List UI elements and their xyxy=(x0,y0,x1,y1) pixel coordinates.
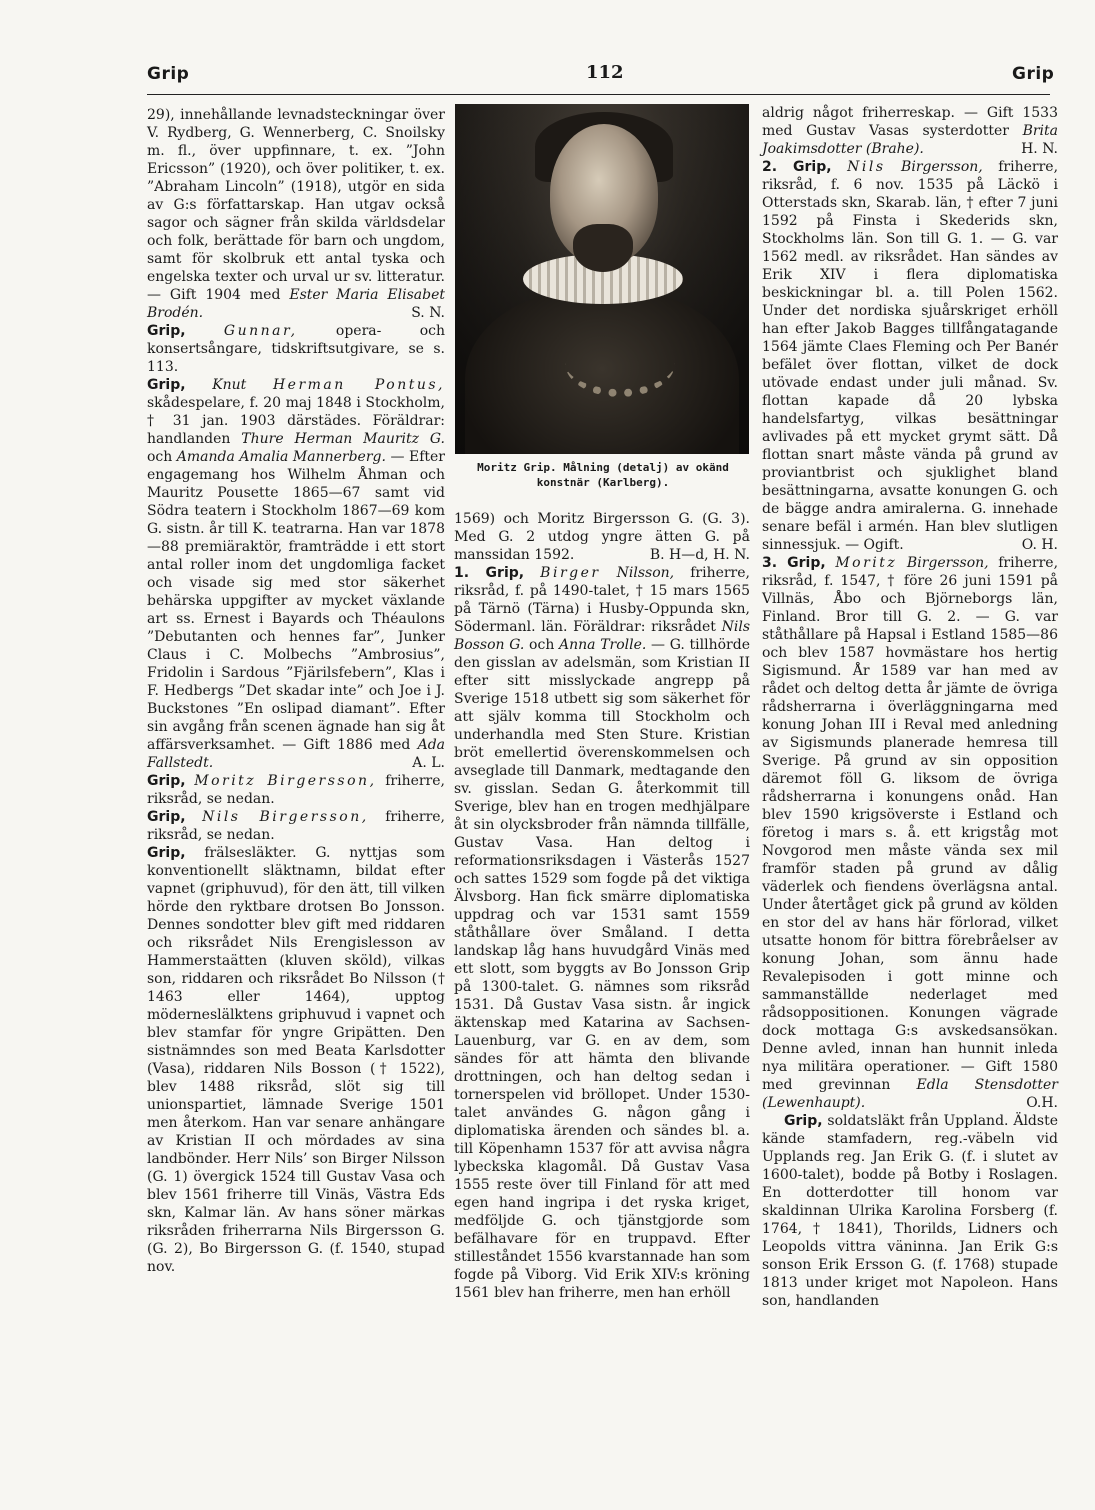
right-column xyxy=(762,104,1058,1310)
header-rule xyxy=(147,94,1050,95)
entry-soldatsläkt: Grip, soldatsläkt från Uppland. Äldste kände stamfadern, reg.-väbeln vid Upplands reg. Jan Erik G. (f. i slutet av 1600-talet), bodde på Botby i Roslagen. En dotterdotter till honom var skaldinnan Ulrika Karolina Forsberg (f. 1764, † 1841), Thorilds, Lidners och Leopolds vittra väninna. Jan Erik G:s sonson Erik Ersson G. (f. 1768) stupade 1813 under kriget mot Napoleon. Hans son, handlanden xyxy=(762,1113,1058,1309)
author-signature: H. N. xyxy=(1021,141,1058,157)
entry-moritz-ref: Grip, Moritz Birgersson, friherre, riksråd, se nedan. xyxy=(147,773,445,807)
entry-headword: Grip, xyxy=(784,1113,823,1129)
running-header-left: Grip xyxy=(147,64,190,84)
entry-headword: 1. Grip, xyxy=(454,565,525,581)
entry-headword: Grip, xyxy=(147,323,186,339)
paragraph: aldrig något friherreskap. — Gift 1533 med Gustav Vasas systerdotter Brita Joakimsdotter (Brahe). H. N. xyxy=(762,105,1058,157)
page-number: 112 xyxy=(586,62,624,83)
entry-headword: Grip, xyxy=(147,809,186,825)
author-signature: O. H. xyxy=(1021,537,1058,553)
portrait-image xyxy=(455,104,749,454)
author-signature: S. N. xyxy=(411,305,445,321)
entry-moritz: 3. Grip, Moritz Birgersson, friherre, riksråd, f. 1547, † före 26 juni 1591 på Villnäs, Åbo och Björneborgs län, Finland. Bror till G. 2. — G. var ståthållare på Hapsal i Estland 1585—86 och blev 1587 hovmästare hos hertig Sigismund. År 1589 var han med av rådet och deltog detta år jämte de övriga rådsherrarna i överläggningarna med konung Johan III i Reval med anledning av Sigismunds planerade hemresa till Sverige. På grund av sin opposition däremot föll G. liksom de övriga rådsherrarna i konungens onåd. Han blev 1590 krigsöverste i Estland och företog i mars s. å. ett krigståg mot Novgorod men måste vända sex mil framför staden på grund av dålig väderlek och fiendens överlägsna antal. Under återtåget gick på grund av kölden en stor del av hans här förlorad, vilket utsatte honom för bittra förebråelser av konung Johan, som ännu hade Revalepisoden i gott minne och sammanställde nederlaget med rådsoppositionen. Konungen vägrade dock mottaga G:s avskedsansökan. Denne avled, innan han hunnit inleda nya militära operationer. — Gift 1580 med grevinnan Edla Stensdotter (Lewenhaupt). O.H. xyxy=(762,555,1059,1111)
figure-caption: Moritz Grip. Målning (detalj) av okänd konstnär (Karlberg). xyxy=(477,461,729,489)
entry-headword: 3. Grip, xyxy=(762,555,826,571)
author-signature: A. L. xyxy=(412,755,445,771)
paragraph: 1569) och Moritz Birgersson G. (G. 3). Med G. 2 utdog yngre ätten G. på manssidan 1592. B. H—d, H. N. xyxy=(454,511,750,563)
left-column xyxy=(147,106,445,1276)
entry-gunnar: Grip, Gunnar, opera- och konsertsångare, tidskriftsutgivare, se s. 113. xyxy=(147,323,445,375)
middle-column xyxy=(454,510,750,1302)
entry-frälsesläkter: Grip, frälsesläkter. G. nyttjas som konventionellt släktnamn, bildat efter vapnet (griphuvud), för den ätt, till vilken hörde den ryktbare drotsen Bo Jonsson. Dennes sondotter blev gift med riddaren och riksrådet Nils Erengislesson av Hammerstaätten (kluven sköld), vilkas son, riddaren och riksrådet Bo Nilsson († 1463 eller 1464), upptog möderneslälktens griphuvud i vapnet och blev stamfar för yngre Gripätten. Den sistnämndes son med Beata Karlsdotter (Vasa), riddaren Nils Bosson († 1522), blev 1488 riksråd, slöt sig till unionspartiet, lämnade Sverige 1501 men återkom. Han var senare anhängare av Kristian II och mördades av sina landbönder. Herr Nils’ son Birger Nilsson (G. 1) övergick 1524 till Gustav Vasa och blev 1561 friherre till Vinäs, Västra Eds skn, Kalmar län. Av hans söner märkas riksråden friherrarna Nils Birgersson G. (G. 2), Bo Birgersson G. (f. 1540, stupad nov. xyxy=(147,845,445,1275)
author-signature: O.H. xyxy=(1026,1095,1058,1111)
entry-nils-ref: Grip, Nils Birgersson, friherre, riksråd, se nedan. xyxy=(147,809,445,843)
entry-headword: Grip, xyxy=(147,377,186,393)
entry-headword: 2. Grip, xyxy=(762,159,832,175)
running-header-right: Grip xyxy=(1012,64,1055,84)
paragraph: 29), innehållande levnadsteckningar över V. Rydberg, G. Wennerberg, C. Snoilsky m. fl., över uppfinnare, t. ex. ”John Ericsson” (1920), och över politiker, t. ex. ”Abraham Lincoln” (1918), utgör en sida av G:s författarskap. Han utgav också sagor och sägner från skilda världsdelar och folk, berättade för barn och ungdom, samt för skolbruk ett antal tyska och engelska texter och urval ur sv. litteratur. — Gift 1904 med Ester Maria Elisabet Brodén. S. N. xyxy=(147,107,446,321)
entry-birger: 1. Grip, Birger Nilsson, friherre, riksråd, f. på 1490-talet, † 15 mars 1565 på Tärnö (Tärna) i Husby-Oppunda skn, Södermanl. län. Föräldrar: riksrådet Nils Bosson G. och Anna Trolle. — G. tillhörde den gisslan av adelsmän, som Kristian II efter sitt misslyckade angrepp på Sverige 1518 utbett sig som säkerhet för att själv komma till Stockholm och underhandla med Sten Sture. Kristian bröt emellertid överenskommelsen och avseglade till Danmark, medtagande den sv. gisslan. Sedan G. återkommit till Sverige, blev han en trogen medhjälpare åt sin olycksbroder från nämnda tillfälle, Gustav Vasa. Han deltog i reformationsriksdagen i Västerås 1527 och sattes 1529 som fogde på det viktiga Älvsborg. Han fick smärre diplomatiska uppdrag och var 1531 samt 1559 ståthållare över Småland. I detta landskap låg hans huvudgård Vinäs med ett slott, som byggts av Bo Jonsson Grip på 1300-talet. G. nämnes som riksråd 1531. Då Gustav Vasa sistn. år ingick äktenskap med Katarina av Sachsen-Lauenburg, var G. en av dem, som sändes för att hämta den blivande drottningen, och han deltog sedan i tornerspelen vid bröllopet. Under 1530-talet användes G. någon gång i diplomatiska ärenden och sändes bl. a. till Köpenhamn 1537 för att avvisa några lybeckska klagomål. Då Gustav Vasa 1555 reste över till Finland för att med egen hand ingripa i det ryska kriget, medföljde G. och tjänstgjorde som befälhavare för en truppavd. Efter stilleståndet 1556 kvarstannade han som fogde på Viborg. Vid Erik XIV:s kröning 1561 blev han friherre, men han erhöll xyxy=(454,565,750,1301)
entry-nils: 2. Grip, Nils Birgersson, friherre, riksråd, f. 6 nov. 1535 på Läckö i Otterstads skn, Skarab. län, † efter 7 juni 1592 på Finsta i Skederids skn, Stockholms län. Son till G. 1. — G. var 1562 medl. av riksrådet. Han sändes av Erik XIV i flera diplomatiska beskickningar bl. a. till Polen 1562. Under det nordiska sjuårskriget erhöll han efter Jakob Bagges tillfångatagande 1564 jämte Claes Fleming och Per Banér befälet över flottan, vilket de dock utövade endast under juli månad. Sv. flottan kapade då 20 lybska handelsfartyg, vilkas besättningar avlivades på ett mycket grymt sätt. Då flottan snart måste vända på grund av proviantbrist och sjuklighet bland besättningarna, avsatte konungen G. och de bägge andra amiralerna. G. innehade senare befäl i armén. Han blev slutligen sinnessjuk. — Ogift. O. H. xyxy=(762,159,1059,553)
author-signature: B. H—d, H. N. xyxy=(649,547,750,563)
entry-knut: Grip, Knut Herman Pontus, skådespelare, f. 20 maj 1848 i Stockholm, † 31 jan. 1903 därstädes. Föräldrar: handlanden Thure Herman Mauritz G. och Amanda Amalia Mannerberg. — Efter engagemang hos Wilhelm Åhman och Mauritz Pousette 1865—67 samt vid Södra teatern i Stockholm 1867—69 kom G. sistn. år till K. teatrarna. Han var 1878—88 premiäraktör, framträdde i ett stort antal roller inom det ungdomliga facket och visade sig med stor säkerhet behärska uppgifter av mycket växlande art ss. Ernest i Bayards och Théaulons ”Debutanten och hennes far”, Junker Claus i C. Molbechs ”Ambrosius”, Fridolin i Sardous ”Fjärilsfebern”, Klas i F. Hedbergs ”Det skadar inte” och Joe i J. Buckstones ”En oslipad diamant”. Efter sin avgång från scenen ägnade han sig åt affärsverksamhet. — Gift 1886 med Ada Fallstedt. A. L. xyxy=(147,377,445,771)
entry-headword: Grip, xyxy=(147,773,186,789)
entry-headword: Grip, xyxy=(147,845,186,861)
